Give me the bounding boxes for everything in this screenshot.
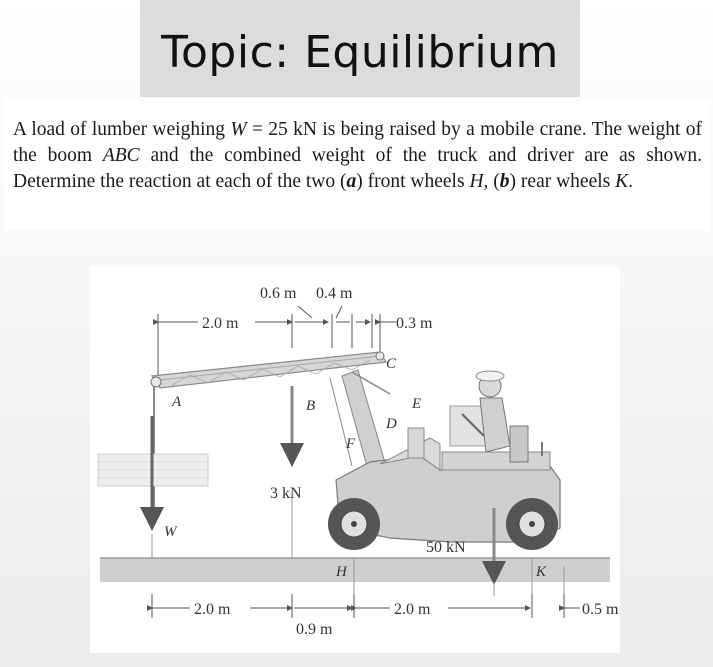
var-k: K <box>615 171 629 192</box>
part-b-label: b <box>499 171 510 192</box>
topic-title: Topic: Equilibrium <box>161 27 559 78</box>
load-lumber <box>98 386 208 528</box>
point-h-label: H <box>336 564 347 580</box>
topic-banner <box>140 0 580 97</box>
point-f-label: F <box>346 436 356 452</box>
problem-text-3: and the combined weight of the truck and driver are as shown. Determine the reaction at each of the two ( <box>13 145 702 192</box>
wheel-rear <box>506 498 558 550</box>
wheel-front <box>328 498 380 550</box>
dim-top-a: 0.6 m <box>260 285 297 302</box>
point-e-label: E <box>412 396 422 412</box>
dim-top-b: 0.4 m <box>316 285 353 302</box>
point-a-label: A <box>172 394 182 410</box>
var-w: W <box>230 119 247 140</box>
problem-text <box>13 117 702 195</box>
truck-weight-label: 50 kN <box>426 539 466 556</box>
ground <box>100 558 610 582</box>
dim-top-right: 0.3 m <box>396 315 433 332</box>
dim-bottom-left: 2.0 m <box>194 601 231 618</box>
crane-diagram <box>90 266 620 653</box>
dim-bottom-mid: 0.9 m <box>296 621 333 638</box>
point-k-label: K <box>536 564 547 580</box>
var-h: H <box>469 171 484 192</box>
problem-text-7: . <box>628 171 634 192</box>
point-c-label: C <box>386 356 397 372</box>
part-a-label: a <box>346 171 357 192</box>
dim-bottom-right: 2.0 m <box>394 601 431 618</box>
problem-text-1: A load of lumber weighing <box>13 119 231 140</box>
dim-top-left: 2.0 m <box>202 315 239 332</box>
boom-weight-label: 3 kN <box>270 485 302 502</box>
boom-abc <box>151 352 390 470</box>
load-w-label: W <box>164 524 177 540</box>
point-b-label: B <box>306 398 316 414</box>
problem-statement <box>4 99 710 231</box>
problem-text-2: = 25 kN is being raised by a mobile crane. The weight of the boom <box>13 119 702 166</box>
problem-text-5: , ( <box>483 171 500 192</box>
var-abc: ABC <box>102 145 140 166</box>
point-d-label: D <box>386 416 397 432</box>
problem-text-4: ) front wheels <box>356 171 470 192</box>
dim-bottom-far: 0.5 m <box>582 601 619 618</box>
problem-text-6: ) rear wheels <box>509 171 616 192</box>
crane-figure <box>90 266 620 653</box>
